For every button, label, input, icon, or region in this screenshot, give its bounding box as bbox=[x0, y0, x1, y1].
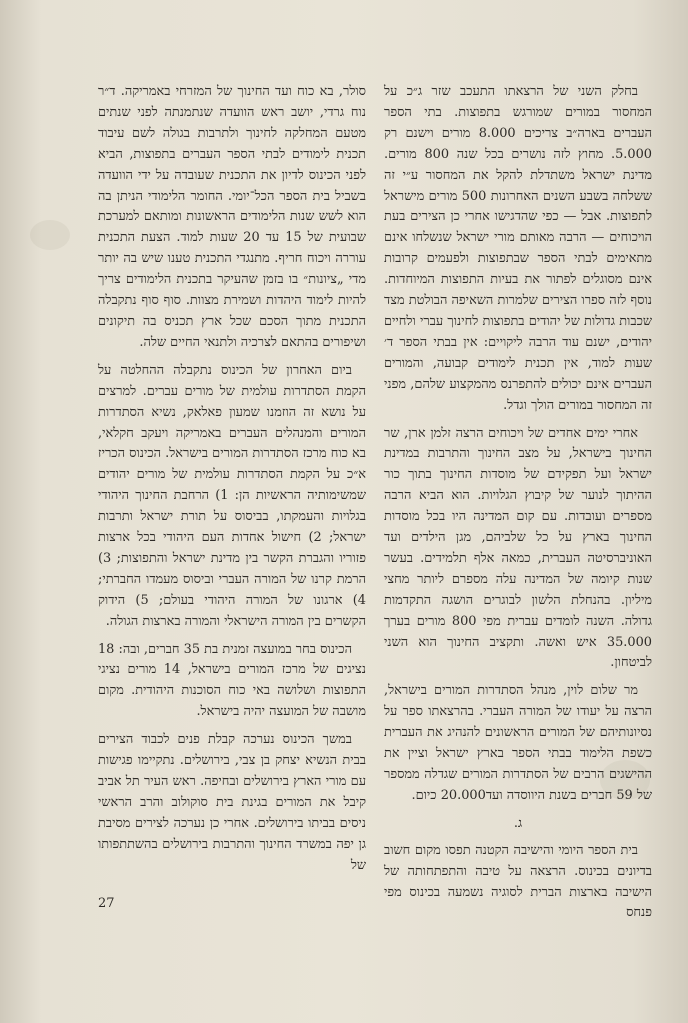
paragraph: מר שלום לוין, מנהל הסתדרות המורים בישראל, הרצה על יעודו של המורה העברי. בהרצאתו ספר על נסיונותיהם של המורים הראשונים להנהיג את העברית כשפת הלימוד בבתי הספר בארץ ישראל וציין את ההישגים הרבים של הסתדרות המורים שגדלה ממספר של 59 חברים בשנת היווסדה ועד20.000 כיום. bbox=[384, 683, 652, 803]
paragraph: הכינוס בחר במועצה זמנית בת 35 חברים, ובה: 18 נציגים של מרכז המורים בישראל, 14 מורים נציגי התפוצות ושלושה באי כוח הסוכנות היהודית. מקום מושבה של המועצה יהיה בישראל. bbox=[97, 641, 366, 720]
right-column bbox=[384, 82, 652, 931]
paragraph: ביום האחרון של הכינוס נתקבלה ההחלטה על הקמת הסתדרות עולמית של מורים עברים. למרצים על נושא זה הוזמנו שמעון פאלאק, נשיא הסתדרות המורים והמנהלים העברים באמריקה ויעקב חקלאי, בא כוח מרכז הסתדרות המורים בישראל. הכינוס הכריז א״כ על הקמת הסתדרות עולמית של מורים יהודים שמשימותיה הראשיות הן: 1) הרחבת החינוך היהודי בגלויות והעמקתו, בביסוס על תורת ישראל ותרבות ישראל; 2) חישול אחדות העם היהודי בכל ארצות פזוריו והגברת הקשר בין מדינת ישראל והתפוצות; 3) הרמת קרנו של המורה העברי וביסוס מעמדו החברתי; 4) ארגונו של המורה היהודי בעולם; 5) הידוק הקשרים בין המורה הישראלי והמורה בארצות הגולה. bbox=[98, 362, 367, 629]
paragraph: במשך הכינוס נערכה קבלת פנים לכבוד הצירים בבית הנשיא יצחק בן צבי, בירושלים. נתקיימו פגישות עם מורי הארץ בירושלים ובחיפה. ראש העיר תל אביב קיבל את המורים בגינת בית סוקולוב והרב הראשי ניסים בביתו בירושלים. אחרי כן נערכה לצירים מסיבת גן יפה במשרד החינוך והתרבות בירושלים בהשתתפותו של bbox=[98, 732, 366, 873]
paragraph: סולר, בא כוח ועד החינוך של המזרחי באמריקה. ד״ר נוח גרדי, יושב ראש הוועדה שנתמנתה לפני שנתים מטעם המחלקה לחינוך ולתרבות בגולה לשם עיבוד תכנית לימודים לבתי הספר העברים בתפוצות, הביא לפני הכינוס לדיון את התכנית שעובדה על ידי הוועדה בשביל בית הספר הכל־יומי. החומר הלימודי הניתן בה הוא לשש שנות הלימודים הראשונות ומותאם למערכת שבועית של 15 עד 20 שעות למוד. הצעת התכנית עוררה ויכוח חריף. מתנגדי התכנית טענו שיש בה יותר מדי „ציונות״ בו בזמן שהעיקר בתכנית הלימודים צריך להיות לימוד היהדות ושמירת מצוות. סוף סוף נתקבלה התכנית מתוך הסכם שכל ארץ תכניס בה תיקונים ושיפורים בהתאם לצרכיה ולתנאי החיים שלה. bbox=[98, 84, 366, 350]
left-column bbox=[98, 82, 366, 884]
paragraph: בחלק השני של הרצאתו התעכב שזר ג״כ על המחסור במורים שמורגש בתפוצות. בתי הספר העברים בארה״ב צריכים 8.000 מורים וישנם רק 5.000. מחוץ לזה נושרים בכל שנה 800 מורים. מדינת ישראל משתדלת להקל את המחסור ע״י זה ששלחה בשבע השנים האחרונות 500 מורים מישראל לתפוצות. אבל — כפי שהדגישו אחרי כן הצירים בעת הויכוחים — הרבה מאותם מורי ישראל שנשלחו אינם מתאימים לבתי הספר שבתפוצות ולפעמים קרובות אינם מסוגלים לפתור את בעיות התפוצות המיוחדות. נוסף לזה ספרו הצירים שלמרות השאיפה הבולטת מצד שכבות גדולות של יהודים בתפוצות לחינוך עברי ולחיים יהודים, ישנם עוד הרבה ליקויים: אין בבתי הספר ד׳ שעות למוד, אין תכנית לימודים קבועה, והמורים העברים אינם יכולים להתפרנס מהמקצוע שלהם, מפני זה המחסור במורים הולך וגדל. bbox=[384, 84, 653, 413]
paragraph: אחרי ימים אחדים של ויכוחים הרצה זלמן ארן, שר החינוך בישראל, על מצב החינוך והתרבות במדינת ישראל ועל תפקידם של מוסדות החינוך בתוך כור ההיתוך לנוער של קיבוץ הגלויות. הוא הביא הרבה מספרים ועובדות. עם קום המדינה היו בכל מוסדות החינוך בארץ על כל שלביהם, מגן הילדים ועד האוניברסיטה העברית, כמאה אלף תלמידים. בעשר שנות קיומה של המדינה עלה מספרם ליותר מחצי מיליון. בהנחלת הלשון לבוגרים הושגה התקדמות גדולה. השנה לומדים עברית מפי 800 מורים בערך 35.000 איש ואשה. ותקציב החינוך הוא השני לביטחון. bbox=[384, 425, 652, 671]
paper-stain bbox=[30, 220, 70, 250]
paragraph: בית הספר היומי והישיבה הקטנה תפסו מקום חשוב בדיונים בכינוס. הרצאה על טיבה והתפתחותה של הישיבה בארצות הברית לסוגיה נשמעה בכינוס מפי פנחס bbox=[384, 842, 652, 921]
page-number: 27 bbox=[98, 896, 115, 911]
section-heading: ג. bbox=[513, 815, 523, 831]
